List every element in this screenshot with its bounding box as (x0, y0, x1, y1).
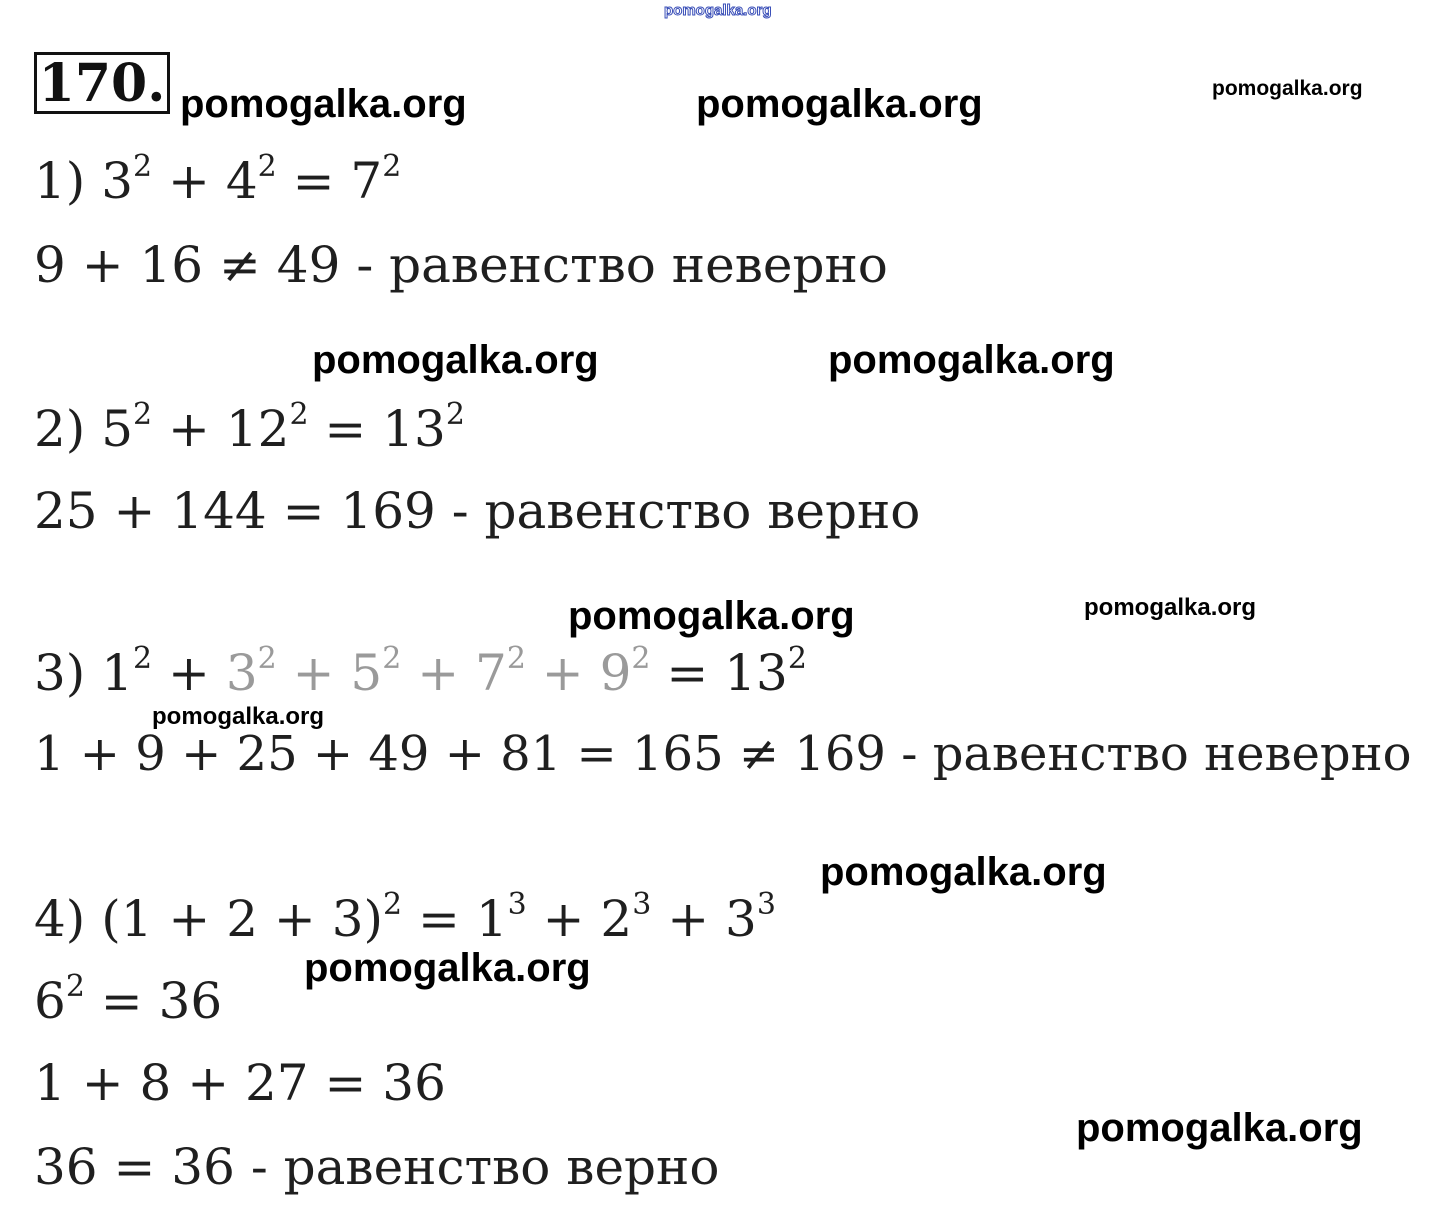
watermark: pomogalka.org (304, 946, 591, 990)
watermark: pomogalka.org (1212, 77, 1363, 100)
step-4-3: 36 = 36 - равенство верно (34, 1138, 720, 1196)
watermark: pomogalka.org (1084, 594, 1257, 621)
verdict-4: равенство верно (283, 1138, 720, 1196)
watermark: pomogalka.org (696, 82, 983, 126)
equation-4: 4) $(1 + 2 + 3)^2 = 1^3 + 2^3 + 3^3$ (34, 887, 776, 948)
watermark: pomogalka.org (828, 338, 1115, 382)
equation-1: 1) $3^2 + 4^2 = 7^2$ (34, 149, 402, 210)
watermark: pomogalka.org (568, 594, 855, 638)
verdict-2: равенство верно (484, 482, 921, 540)
watermark: pomogalka.org (820, 850, 1107, 894)
equation-2: 2) $5^2 + 12^2 = 13^2$ (34, 397, 465, 458)
watermark-top: pomogalka.org (664, 2, 772, 19)
watermark: pomogalka.org (312, 338, 599, 382)
watermark: pomogalka.org (1076, 1106, 1363, 1150)
calculation-2: 25 + 144 = 169 - равенство верно (34, 482, 921, 540)
verdict-1: равенство неверно (389, 236, 888, 294)
verdict-3: равенство неверно (932, 726, 1412, 782)
problem-number: 170. (34, 52, 170, 114)
equation-3: 3) $1^2 + 3^2 + 5^2 + 7^2 + 9^2 = 13^2$ (34, 641, 807, 702)
calculation-3: 1 + 9 + 25 + 49 + 81 = 165 ≠ 169 - равенство неверно (34, 726, 1412, 782)
watermark: pomogalka.org (152, 703, 325, 730)
step-4-2: 1 + 8 + 27 = 36 (34, 1054, 446, 1112)
watermark: pomogalka.org (180, 82, 467, 126)
step-4-1: $6^2 = 36$ (34, 969, 223, 1030)
calculation-1: 9 + 16 ≠ 49 - равенство неверно (34, 236, 888, 294)
